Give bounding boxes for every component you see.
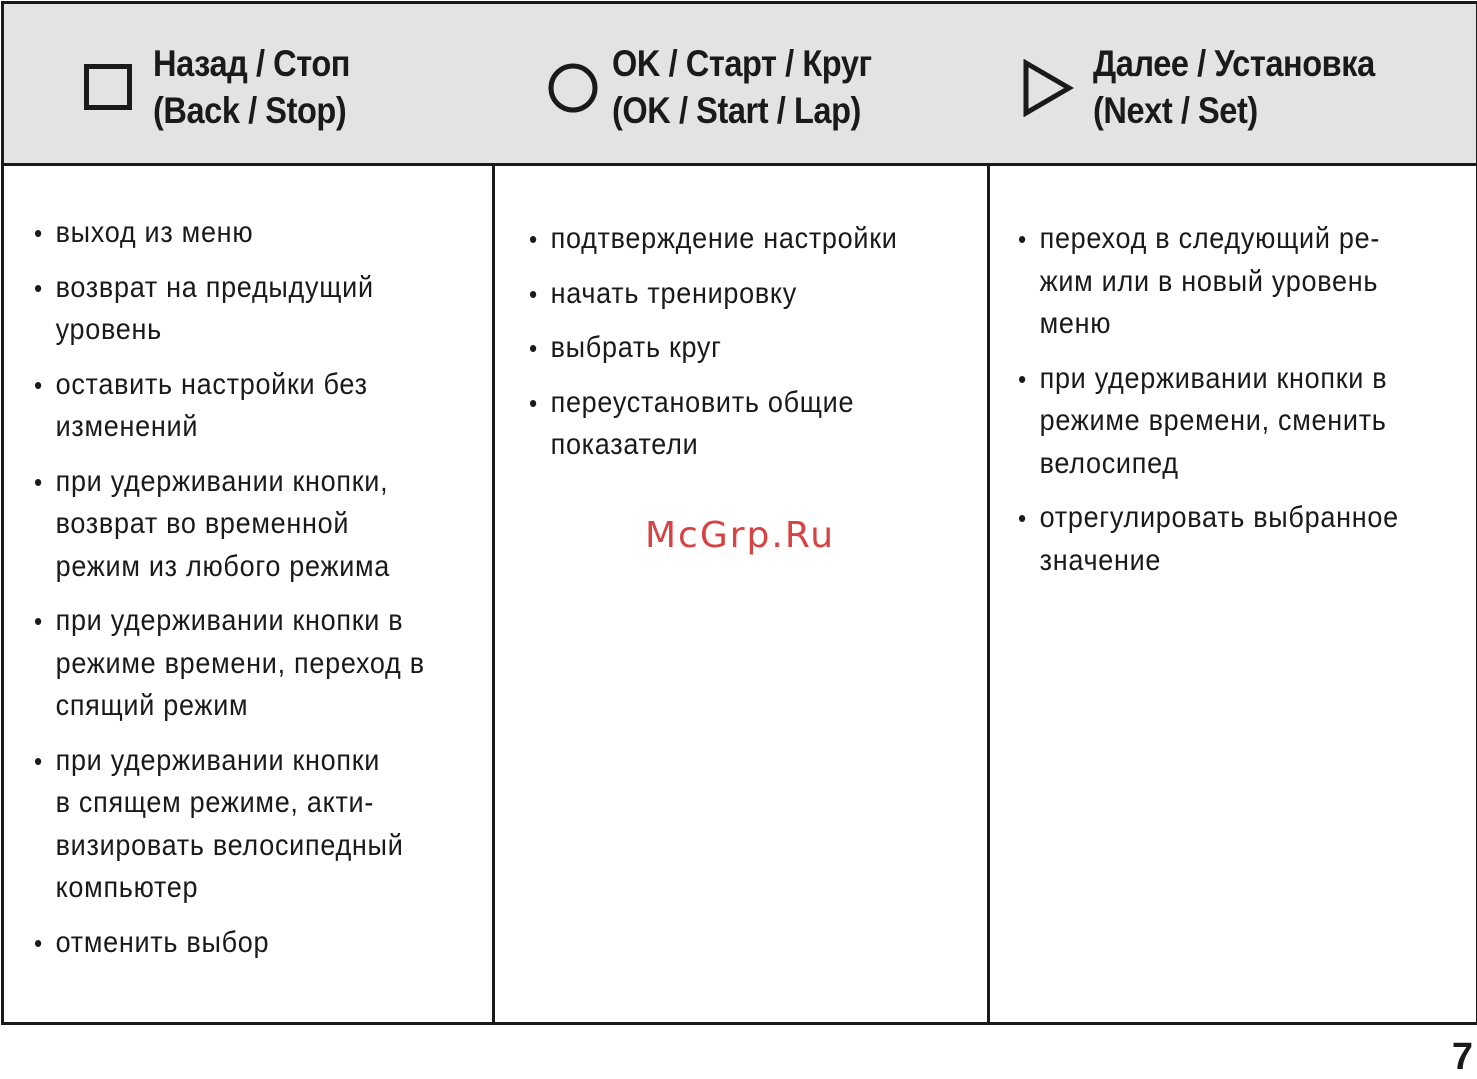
- list-item-line: выбрать круг: [550, 331, 722, 364]
- header-cell-ok-start-lap: [495, 4, 987, 163]
- list-item: [34, 461, 483, 589]
- list-item: [34, 364, 483, 449]
- list-item-line: меню: [1039, 307, 1112, 340]
- header-title-en: (Back / Stop): [153, 90, 347, 131]
- list-item: [34, 922, 483, 965]
- list-item-line: спящий режим: [55, 689, 249, 722]
- list-item: [34, 267, 483, 352]
- function-list: [1018, 218, 1477, 594]
- list-item-line: при удерживании кнопки в: [55, 604, 404, 637]
- list-item-line: при удерживании кнопки в: [1039, 361, 1388, 395]
- bullet: •: [34, 927, 43, 958]
- list-item-line: возврат во временной: [55, 507, 350, 540]
- list-item: [1018, 497, 1467, 582]
- header-title-ru: Назад / Стоп: [153, 43, 350, 84]
- function-list: [34, 212, 533, 976]
- bullet: •: [529, 224, 538, 254]
- bullet: •: [34, 272, 43, 303]
- list-item: [34, 212, 483, 255]
- page-number: 7: [1451, 1036, 1473, 1078]
- header-title-en: (Next / Set): [1093, 90, 1258, 131]
- list-item: [529, 327, 978, 370]
- list-item: [529, 218, 978, 261]
- header-title-en: (OK / Start / Lap): [612, 90, 861, 131]
- list-item-line: переустановить общие: [550, 385, 855, 419]
- square-icon: [84, 64, 134, 110]
- bullet: •: [529, 333, 538, 363]
- table-header: [4, 4, 1476, 166]
- list-item-line: в спящем режиме, акти-: [55, 786, 375, 819]
- bullet: •: [34, 745, 43, 776]
- bullet: •: [34, 218, 43, 248]
- list-item: [1018, 358, 1467, 486]
- column-back-stop: [4, 166, 492, 1022]
- bullet: •: [1018, 363, 1027, 394]
- column-ok-start-lap: [495, 166, 987, 1022]
- list-item-line: изменений: [55, 410, 199, 443]
- list-item-line: визировать велосипедный: [55, 828, 404, 862]
- list-item-line: отрегулировать выбранное: [1039, 501, 1399, 534]
- column-next-set: [990, 166, 1476, 1022]
- list-item-line: оставить настройки без: [55, 367, 368, 401]
- header-title-ru: OK / Старт / Круг: [612, 43, 872, 84]
- bullet: •: [34, 606, 43, 636]
- list-item: [1018, 218, 1467, 346]
- list-item-line: режиме времени, переход в: [55, 646, 425, 680]
- header-title: [612, 40, 872, 134]
- list-item-line: при удерживании кнопки,: [55, 464, 389, 498]
- header-title: [153, 40, 350, 134]
- list-item-line: подтверждение настройки: [550, 222, 898, 255]
- list-item-line: жим или в новый уровень: [1039, 264, 1379, 298]
- list-item-line: возврат на предыдущий: [55, 270, 374, 304]
- header-title-ru: Далее / Установка: [1093, 43, 1375, 84]
- header-title: [1093, 40, 1375, 134]
- bullet: •: [529, 387, 538, 418]
- list-item-line: переход в следующий ре-: [1039, 222, 1381, 255]
- list-item-line: режим из любого режима: [55, 549, 391, 583]
- list-item-line: уровень: [55, 313, 162, 346]
- function-list: [529, 218, 1028, 479]
- button-functions-table: [1, 1, 1477, 1025]
- list-item-line: значение: [1039, 543, 1162, 577]
- bullet: •: [1018, 224, 1027, 254]
- list-item: [529, 273, 978, 316]
- circle-icon: [547, 62, 599, 114]
- list-item-line: при удерживании кнопки: [55, 743, 381, 777]
- list-item-line: показатели: [550, 428, 699, 461]
- bullet: •: [34, 466, 43, 497]
- list-item-line: отменить выбор: [55, 925, 270, 959]
- bullet: •: [529, 278, 538, 309]
- list-item-line: велосипед: [1039, 446, 1179, 480]
- list-item: [34, 600, 483, 728]
- list-item-line: выход из меню: [55, 216, 254, 249]
- list-item-line: режиме времени, сменить: [1039, 404, 1387, 437]
- list-item-line: начать тренировку: [550, 276, 797, 310]
- list-item: [34, 740, 483, 910]
- list-item-line: компьютер: [55, 871, 199, 904]
- header-cell-back-stop: [4, 4, 492, 163]
- header-cell-next-set: [990, 4, 1476, 163]
- triangle-right-icon: [1022, 59, 1074, 117]
- bullet: •: [1018, 503, 1027, 533]
- watermark: McGrp.Ru: [645, 515, 836, 556]
- list-item: [529, 382, 978, 467]
- bullet: •: [34, 369, 43, 400]
